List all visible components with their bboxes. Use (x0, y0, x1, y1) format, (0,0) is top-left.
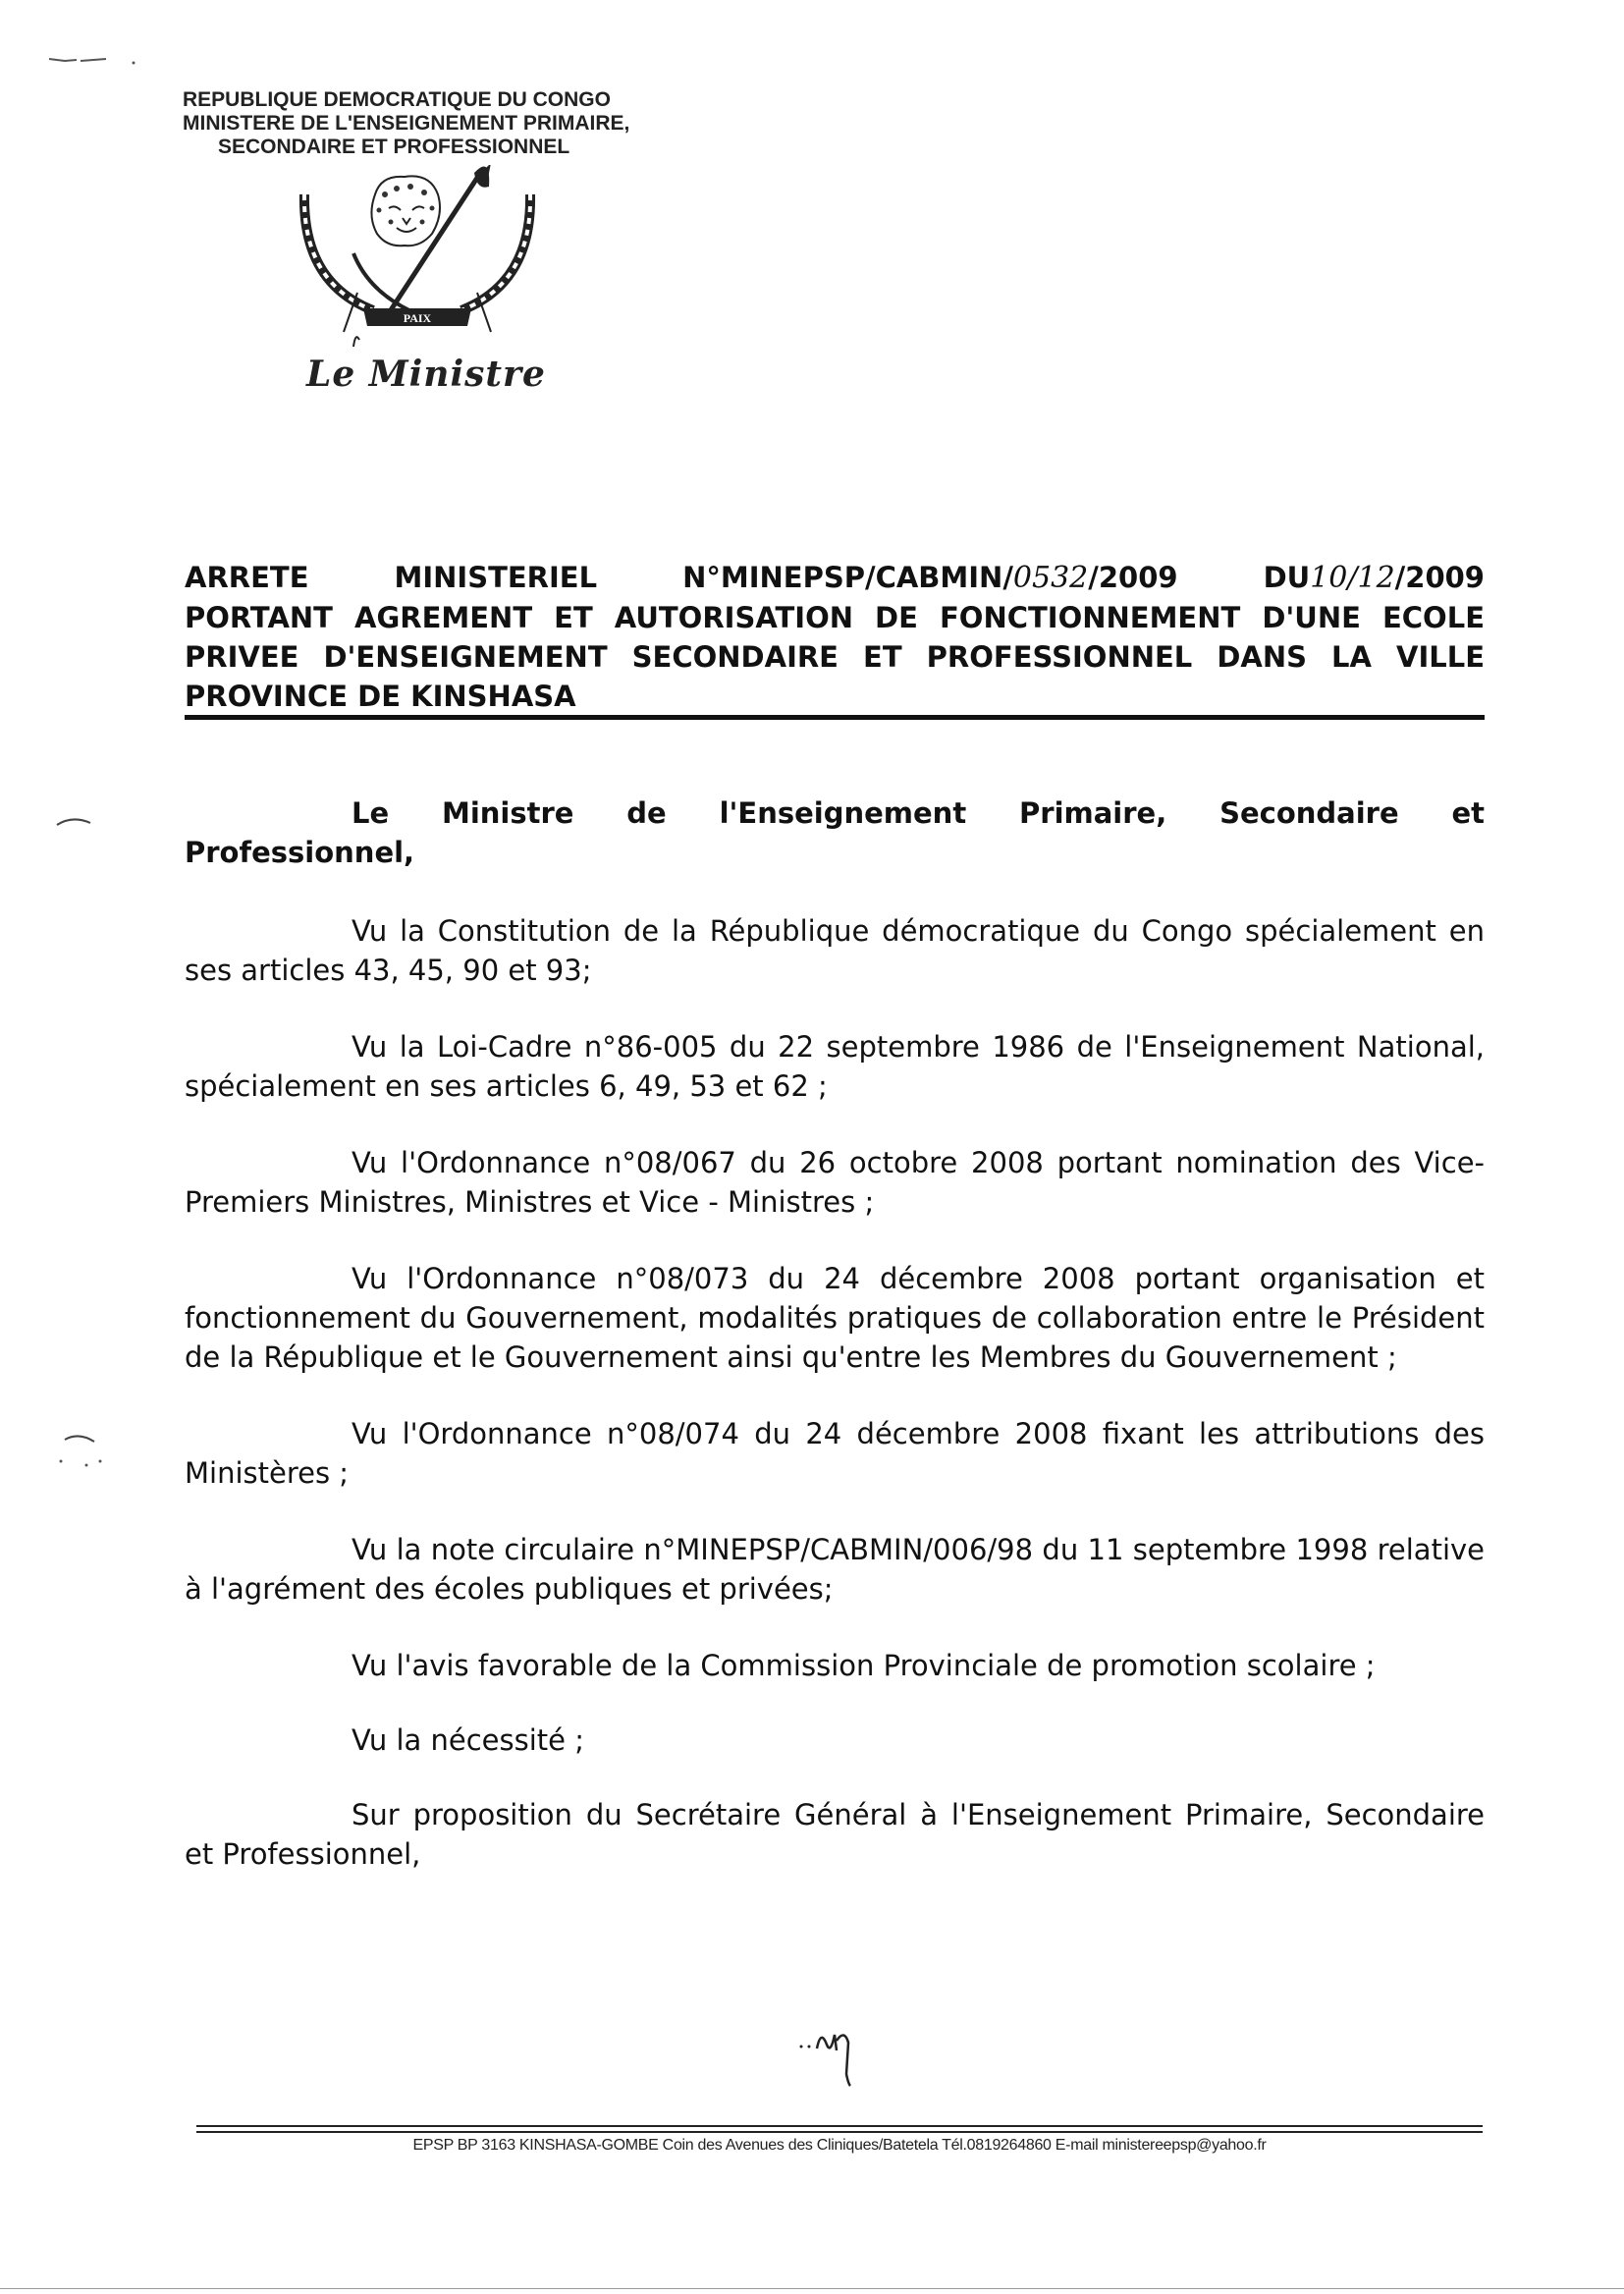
reference-year: /2009 (1088, 561, 1178, 594)
page-edge (0, 2288, 1624, 2289)
considerant-paragraph: Vu l'avis favorable de la Commission Provinciale de promotion scolaire ; (352, 1649, 1376, 1682)
considerant-paragraph: Vu la Constitution de la République démocratique du Congo spécialement en ses articles 43, 45, 90 et 93; (185, 914, 1485, 987)
considerant-paragraph: Vu la nécessité ; (352, 1723, 584, 1757)
ministry-header (183, 88, 732, 159)
decree-body (185, 793, 1485, 1911)
title-underline (185, 715, 1485, 720)
title-word-ministeriel: MINISTERIEL (394, 561, 598, 594)
decree-date (1264, 558, 1485, 598)
handwritten-reference-number: 0532 (1012, 561, 1089, 595)
considerant-paragraph: Vu l'Ordonnance n°08/074 du 24 décembre 2008 fixant les attributions des Ministères ; (185, 1417, 1485, 1490)
footer-rule (196, 2125, 1483, 2127)
scan-mark (51, 1432, 110, 1481)
title-line-2: PORTANT AGREMENT ET AUTORISATION DE FONCTIONNEMENT D'UNE ECOLE (185, 601, 1485, 634)
scan-mark (47, 49, 145, 69)
footer-rule (196, 2131, 1483, 2133)
header-ministry-cont: SECONDAIRE ET PROFESSIONNEL (218, 136, 570, 158)
header-country: REPUBLIQUE DEMOCRATIQUE DU CONGO (183, 88, 611, 111)
considerant-paragraph: Vu l'Ordonnance n°08/073 du 24 décembre 2008 portant organisation et fonctionnement du Gouvernement, modalités pratiques de collaboration entre le Président de la République et le Gouvernement ainsi qu'entre les Membres du Gouvernement ; (185, 1262, 1485, 1374)
title-line-3: PRIVEE D'ENSEIGNEMENT SECONDAIRE ET PROFESSIONNEL DANS LA VILLE (185, 640, 1485, 674)
title-line-4: PROVINCE DE KINSHASA (185, 680, 576, 713)
coat-of-arms-icon (295, 165, 540, 361)
scan-mark (55, 811, 94, 831)
emblem-motto-paix: PAIX (403, 311, 432, 325)
handwritten-initials (793, 2015, 882, 2094)
considerant-paragraph: Vu l'Ordonnance n°08/067 du 26 octobre 2008 portant nomination des Vice-Premiers Ministres, Ministres et Vice - Ministres ; (185, 1146, 1485, 1219)
decree-reference-line (185, 558, 1485, 598)
title-word-arrete: ARRETE (185, 561, 309, 594)
decree-title (185, 558, 1485, 716)
handwritten-date: 10/12 (1310, 561, 1395, 595)
reference-prefix: N°MINEPSP/CABMIN/ (682, 561, 1013, 594)
considerant-paragraph: Sur proposition du Secrétaire Général à l'Enseignement Primaire, Secondaire et Professionnel, (185, 1798, 1485, 1871)
date-prefix: DU (1263, 561, 1311, 594)
header-ministry: MINISTERE DE L'ENSEIGNEMENT PRIMAIRE, (183, 112, 630, 135)
signature-title: Le Ministre (306, 354, 546, 395)
footer-address: EPSP BP 3163 KINSHASA-GOMBE Coin des Avenues des Cliniques/Batetela Tél.0819264860 E-mail ministereepsp@yahoo.fr (412, 2137, 1267, 2154)
considerant-paragraph: Vu la note circulaire n°MINEPSP/CABMIN/006/98 du 11 septembre 1998 relative à l'agrément des écoles publiques et privées; (185, 1533, 1485, 1606)
date-year: /2009 (1394, 561, 1485, 594)
decree-reference (682, 558, 1178, 598)
considerant-paragraph: Vu la Loi-Cadre n°86-005 du 22 septembre 1986 de l'Enseignement National, spécialement en ses articles 6, 49, 53 et 62 ; (185, 1030, 1485, 1103)
minister-heading-cont: Professionnel, (185, 836, 415, 869)
minister-heading: Le Ministre de l'Enseignement Primaire, Secondaire et (352, 796, 1485, 830)
